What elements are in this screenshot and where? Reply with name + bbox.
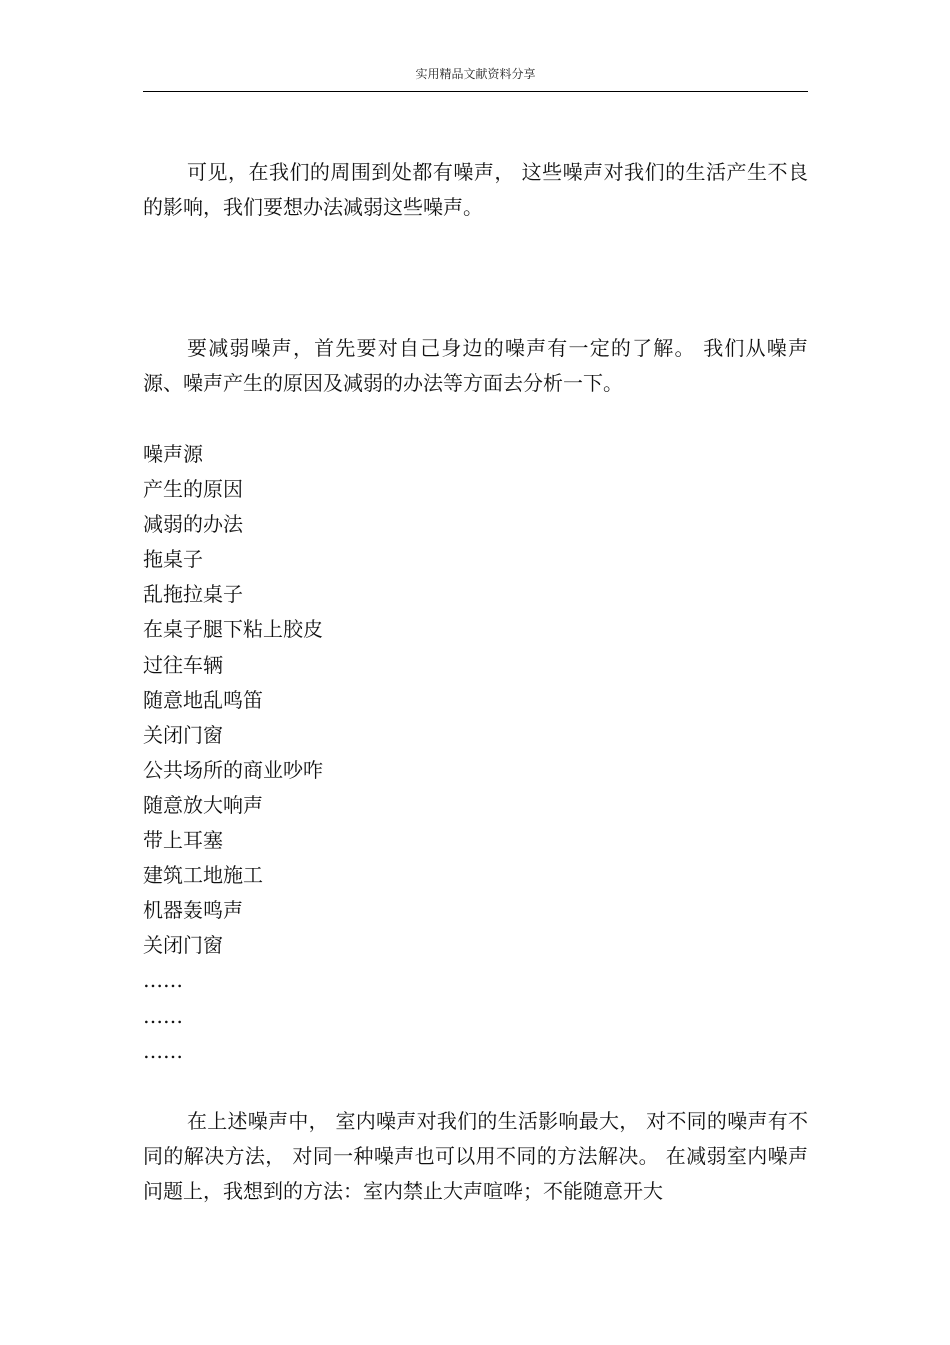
list-item: 随意放大响声 <box>143 792 263 817</box>
list-item: …… <box>143 1003 183 1028</box>
page-header: 实用精品文献资料分享 <box>415 67 536 81</box>
list-item: …… <box>143 1038 183 1063</box>
list-item: 产生的原因 <box>143 477 243 502</box>
list-item: 机器轰鸣声 <box>143 898 243 923</box>
list-item: 拖桌子 <box>143 547 203 572</box>
header-divider <box>143 91 808 92</box>
paragraph-3: 在上述噪声中， 室内噪声对我们的生活影响最大， 对不同的噪声有不同的解决方法， 对同一种噪声也可以用不同的方法解决。 在减弱室内噪声问题上，我想到的方法：室内禁止大声喧哗；不能随意开大 <box>143 1109 808 1203</box>
list-item: 关闭门窗 <box>143 933 223 958</box>
list-item: 噪声源 <box>143 442 203 466</box>
list-item: 乱拖拉桌子 <box>143 582 243 607</box>
list-item: 带上耳塞 <box>143 828 223 853</box>
list-item: 关闭门窗 <box>143 722 223 747</box>
paragraph-1: 可见，在我们的周围到处都有噪声， 这些噪声对我们的生活产生不良的影响，我们要想办法减弱这些噪声。 <box>143 160 808 219</box>
list-item: 在桌子腿下粘上胶皮 <box>143 617 323 642</box>
list-item: …… <box>143 968 183 993</box>
list-item: 建筑工地施工 <box>143 863 263 888</box>
paragraph-2: 要减弱噪声，首先要对自己身边的噪声有一定的了解。 我们从噪声源、噪声产生的原因及减弱的办法等方面去分析一下。 <box>143 336 808 395</box>
list-item: 公共场所的商业吵咋 <box>143 757 323 782</box>
noise-table-list <box>143 437 323 1069</box>
list-item: 减弱的办法 <box>143 512 243 537</box>
list-item: 过往车辆 <box>143 652 223 677</box>
list-item: 随意地乱鸣笛 <box>143 687 263 712</box>
